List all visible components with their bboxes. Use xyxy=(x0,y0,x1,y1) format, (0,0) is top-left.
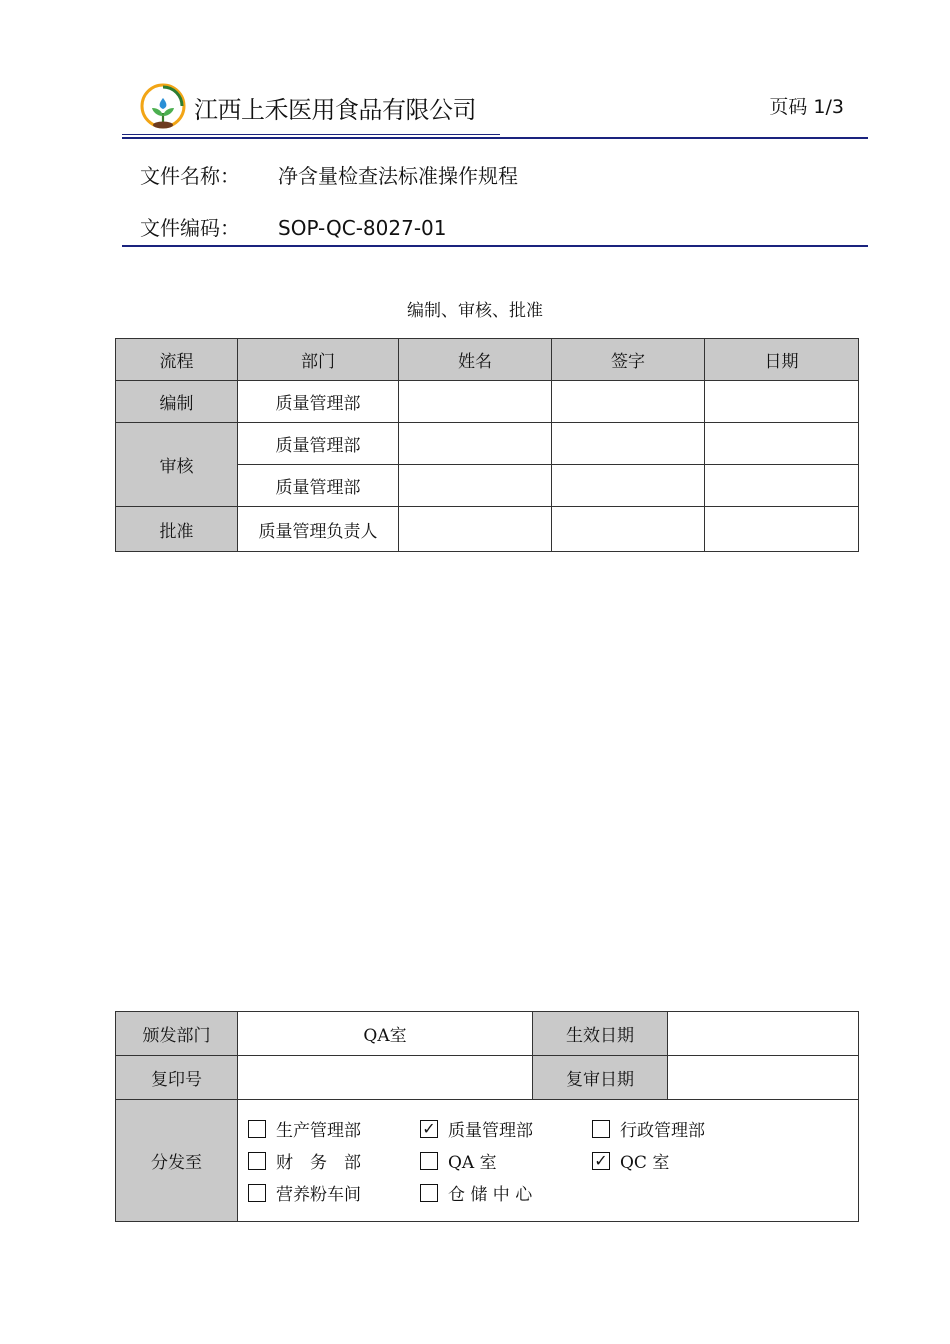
date-cell[interactable] xyxy=(705,507,859,552)
table-row xyxy=(116,1056,859,1100)
date-cell[interactable] xyxy=(705,423,859,465)
document-code-field xyxy=(140,212,447,241)
header-divider xyxy=(122,137,868,139)
checkbox-icon[interactable] xyxy=(248,1184,266,1202)
signature-cell[interactable] xyxy=(552,423,705,465)
dept-cell: 质量管理部 xyxy=(238,423,399,465)
name-cell[interactable] xyxy=(399,381,552,423)
page-header xyxy=(122,80,868,138)
copy-number-value[interactable] xyxy=(238,1056,533,1100)
distribution-option[interactable] xyxy=(420,1181,592,1205)
signature-cell[interactable] xyxy=(552,507,705,552)
distribution-option-label: 行政管理部 xyxy=(620,1121,705,1141)
approval-table xyxy=(115,338,859,552)
document-name-label: 文件名称： xyxy=(140,164,240,188)
column-header: 流程 xyxy=(116,339,238,381)
distribution-option[interactable] xyxy=(420,1149,592,1173)
distribution-option[interactable] xyxy=(592,1117,764,1141)
distribution-option[interactable] xyxy=(248,1149,420,1173)
table-row xyxy=(116,381,859,423)
signature-cell[interactable] xyxy=(552,465,705,507)
distribution-option[interactable] xyxy=(248,1117,420,1141)
table-row xyxy=(116,423,859,465)
distribution-option-label: QC 室 xyxy=(620,1153,670,1173)
step-cell: 编制 xyxy=(116,381,238,423)
date-cell[interactable] xyxy=(705,465,859,507)
date-cell[interactable] xyxy=(705,381,859,423)
column-header: 签字 xyxy=(552,339,705,381)
checked-checkbox-icon[interactable]: ✓ xyxy=(420,1120,438,1138)
column-header: 日期 xyxy=(705,339,859,381)
issuing-dept-label: 颁发部门 xyxy=(116,1012,238,1056)
distribution-option[interactable] xyxy=(248,1181,420,1205)
copy-number-label: 复印号 xyxy=(116,1056,238,1100)
dept-cell: 质量管理部 xyxy=(238,465,399,507)
table-row xyxy=(116,507,859,552)
checkbox-icon[interactable] xyxy=(592,1120,610,1138)
dept-cell: 质量管理负责人 xyxy=(238,507,399,552)
issue-table xyxy=(115,1011,859,1222)
distribution-option-label: QA 室 xyxy=(448,1153,497,1173)
table-row xyxy=(116,1100,859,1222)
distribution-option-label: 生产管理部 xyxy=(276,1121,361,1141)
name-cell[interactable] xyxy=(399,465,552,507)
effective-date-value[interactable] xyxy=(668,1012,859,1056)
document-name-field xyxy=(140,160,518,189)
distribution-option-label: 质量管理部 xyxy=(448,1121,533,1141)
approval-section-title: 编制、审核、批准 xyxy=(407,301,543,321)
approval-header-row xyxy=(116,339,859,381)
column-header: 姓名 xyxy=(399,339,552,381)
distribute-label: 分发至 xyxy=(116,1100,238,1222)
step-cell: 批准 xyxy=(116,507,238,552)
company-name: 江西上禾医用食品有限公司 xyxy=(194,96,476,124)
distribution-option[interactable] xyxy=(592,1149,764,1173)
issuing-dept-value: QA室 xyxy=(238,1012,533,1056)
table-row xyxy=(116,1012,859,1056)
effective-date-label: 生效日期 xyxy=(533,1012,668,1056)
name-cell[interactable] xyxy=(399,423,552,465)
dept-cell: 质量管理部 xyxy=(238,381,399,423)
distribution-option-label: 财 务 部 xyxy=(276,1153,361,1173)
checkbox-icon[interactable] xyxy=(248,1120,266,1138)
distribution-list xyxy=(238,1100,859,1222)
distribution-checkbox-grid xyxy=(248,1117,858,1205)
document-code-label: 文件编码： xyxy=(140,216,240,240)
signature-cell[interactable] xyxy=(552,381,705,423)
document-code-value: SOP-QC-8027-01 xyxy=(278,216,447,240)
document-name-value: 净含量检查法标准操作规程 xyxy=(278,164,518,188)
sprout-logo-icon xyxy=(140,83,186,131)
checkbox-icon[interactable] xyxy=(248,1152,266,1170)
review-date-label: 复审日期 xyxy=(533,1056,668,1100)
step-cell: 审核 xyxy=(116,423,238,507)
fields-divider xyxy=(122,245,868,247)
checkbox-icon[interactable] xyxy=(420,1152,438,1170)
distribution-option-label: 营养粉车间 xyxy=(276,1185,361,1205)
distribution-option-label: 仓 储 中 心 xyxy=(448,1185,533,1205)
checked-checkbox-icon[interactable]: ✓ xyxy=(592,1152,610,1170)
checkbox-icon[interactable] xyxy=(420,1184,438,1202)
distribution-option[interactable] xyxy=(420,1117,592,1141)
name-cell[interactable] xyxy=(399,507,552,552)
review-date-value[interactable] xyxy=(668,1056,859,1100)
page-number: 页码 1/3 xyxy=(769,96,844,118)
column-header: 部门 xyxy=(238,339,399,381)
